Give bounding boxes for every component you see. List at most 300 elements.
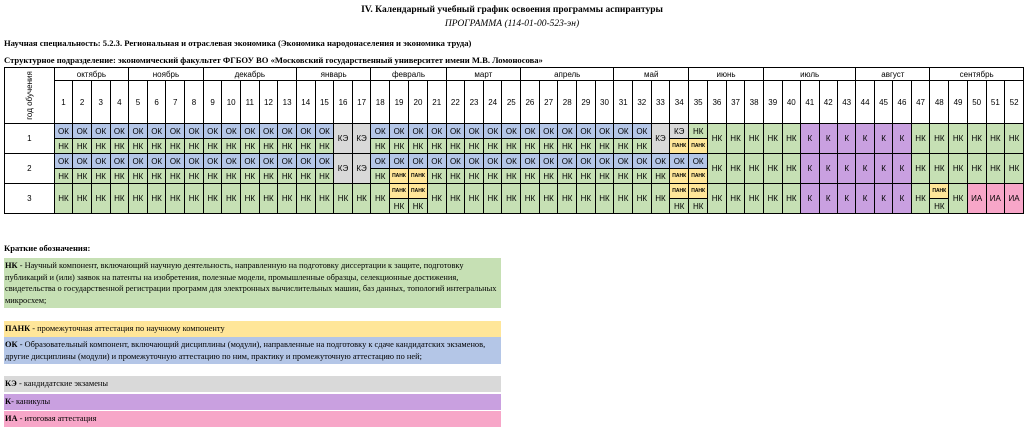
schedule-cell: НК — [986, 154, 1005, 184]
schedule-cell: НК — [502, 139, 521, 154]
week-number: 34 — [670, 81, 689, 124]
schedule-cell: ОК — [91, 154, 110, 169]
schedule-cell: НК — [595, 169, 614, 184]
week-number: 30 — [595, 81, 614, 124]
schedule-cell: К — [819, 154, 837, 184]
schedule-cell: НК — [278, 184, 297, 214]
schedule-cell: НК — [203, 184, 222, 214]
month-header: июль — [763, 68, 856, 81]
schedule-cell: НК — [203, 139, 222, 154]
schedule-cell: НК — [259, 169, 278, 184]
week-number: 21 — [427, 81, 446, 124]
month-header: апрель — [521, 68, 614, 81]
schedule-cell: НК — [296, 184, 315, 214]
schedule-cell: НК — [708, 124, 727, 154]
week-number: 27 — [539, 81, 558, 124]
week-number: 13 — [278, 81, 297, 124]
schedule-cell: НК — [521, 139, 540, 154]
week-number: 20 — [408, 81, 427, 124]
schedule-cell: ОК — [558, 154, 577, 169]
schedule-cell: НК — [334, 184, 353, 214]
schedule-cell: НК — [521, 169, 540, 184]
schedule-cell: НК — [726, 124, 745, 154]
schedule-cell: НК — [371, 139, 390, 154]
schedule-cell: НК — [632, 139, 651, 154]
schedule-cell: НК — [185, 184, 204, 214]
schedule-cell: ОК — [651, 154, 670, 169]
schedule-cell: ОК — [502, 154, 521, 169]
week-number: 14 — [296, 81, 315, 124]
schedule-cell: НК — [911, 154, 930, 184]
schedule-cell: ОК — [577, 154, 596, 169]
schedule-cell: НК — [782, 124, 801, 154]
week-number: 4 — [110, 81, 129, 124]
schedule-cell: К — [837, 124, 855, 154]
schedule-cell: НК — [315, 169, 334, 184]
schedule-cell: НК — [763, 154, 782, 184]
schedule-cell: ПАНК — [670, 169, 689, 184]
schedule-cell: ПАНК — [670, 184, 689, 199]
schedule-cell: КЭ — [651, 124, 670, 154]
legend-code: ПАНК — [5, 324, 31, 333]
schedule-cell: ОК — [241, 154, 260, 169]
schedule-cell: ИА — [986, 184, 1005, 214]
legend-code: ИА — [5, 414, 18, 423]
schedule-cell: К — [856, 154, 874, 184]
week-number: 10 — [222, 81, 241, 124]
week-number: 40 — [782, 81, 801, 124]
schedule-cell: ОК — [315, 124, 334, 139]
schedule-cell: ОК — [166, 124, 185, 139]
schedule-cell: ОК — [203, 124, 222, 139]
schedule-cell: НК — [689, 124, 708, 139]
week-number: 24 — [483, 81, 502, 124]
month-header: март — [446, 68, 521, 81]
legend-item — [4, 376, 501, 392]
month-header: май — [614, 68, 689, 81]
schedule-cell: ОК — [296, 154, 315, 169]
schedule-cell: ОК — [502, 124, 521, 139]
week-number: 28 — [558, 81, 577, 124]
schedule-cell: НК — [577, 139, 596, 154]
week-number: 43 — [837, 81, 855, 124]
schedule-cell: К — [801, 184, 819, 214]
legend-title: Краткие обозначения: — [4, 243, 91, 253]
schedule-cell: ОК — [577, 124, 596, 139]
week-number: 39 — [763, 81, 782, 124]
schedule-cell: К — [801, 154, 819, 184]
schedule-cell: НК — [129, 139, 148, 154]
schedule-cell: ОК — [632, 124, 651, 139]
legend-item — [4, 394, 501, 410]
schedule-cell: НК — [763, 184, 782, 214]
schedule-cell: ОК — [595, 124, 614, 139]
legend-code: НК — [5, 261, 18, 270]
schedule-cell: ОК — [91, 124, 110, 139]
schedule-cell: ОК — [185, 124, 204, 139]
week-number: 31 — [614, 81, 633, 124]
week-number: 47 — [911, 81, 930, 124]
schedule-cell: НК — [259, 139, 278, 154]
week-number: 33 — [651, 81, 670, 124]
schedule-cell: НК — [91, 184, 110, 214]
week-number: 29 — [577, 81, 596, 124]
schedule-cell: НК — [222, 184, 241, 214]
schedule-cell: ОК — [408, 154, 427, 169]
schedule-cell: НК — [147, 169, 166, 184]
schedule-cell: НК — [483, 184, 502, 214]
schedule-cell: НК — [708, 154, 727, 184]
schedule-cell: НК — [427, 184, 446, 214]
schedule-cell: ОК — [222, 154, 241, 169]
schedule-cell: НК — [446, 184, 465, 214]
schedule-cell: НК — [129, 184, 148, 214]
schedule-cell: НК — [708, 184, 727, 214]
schedule-cell: ОК — [278, 154, 297, 169]
schedule-cell: НК — [73, 184, 92, 214]
schedule-cell: ИА — [1005, 184, 1024, 214]
schedule-cell: К — [856, 124, 874, 154]
schedule-cell: НК — [371, 169, 390, 184]
schedule-cell: НК — [241, 139, 260, 154]
schedule-cell: К — [874, 124, 892, 154]
week-number: 11 — [241, 81, 260, 124]
schedule-cell: НК — [632, 184, 651, 214]
schedule-cell: НК — [91, 169, 110, 184]
legend-description: - Образовательный компонент, включающий дисциплины (модули), направленные на подготовку к сдаче кандидатских экзаменов, другие дисциплины (модули) и промежуточную аттестацию по ним, практику и промежуточную аттестацию по ней; — [5, 340, 486, 361]
schedule-cell: ОК — [222, 124, 241, 139]
schedule-cell: ПАНК — [670, 139, 689, 154]
schedule-cell: НК — [408, 139, 427, 154]
week-number: 26 — [521, 81, 540, 124]
schedule-cell: НК — [278, 169, 297, 184]
schedule-cell: НК — [147, 139, 166, 154]
week-number: 51 — [986, 81, 1005, 124]
schedule-cell: К — [874, 184, 892, 214]
schedule-cell: ОК — [185, 154, 204, 169]
schedule-cell: ОК — [110, 154, 129, 169]
schedule-cell: НК — [745, 124, 764, 154]
schedule-cell: НК — [911, 124, 930, 154]
schedule-cell: ОК — [614, 124, 633, 139]
schedule-cell: НК — [73, 169, 92, 184]
week-number: 50 — [967, 81, 986, 124]
schedule-cell: НК — [782, 184, 801, 214]
week-number: 5 — [129, 81, 148, 124]
schedule-cell: НК — [296, 169, 315, 184]
week-number: 52 — [1005, 81, 1024, 124]
schedule-cell: ОК — [427, 124, 446, 139]
schedule-cell: ОК — [483, 124, 502, 139]
schedule-cell: НК — [614, 169, 633, 184]
month-header: сентябрь — [930, 68, 1024, 81]
schedule-cell: НК — [110, 169, 129, 184]
week-number: 23 — [465, 81, 484, 124]
schedule-cell: НК — [371, 184, 390, 214]
schedule-cell: КЭ — [334, 124, 353, 154]
schedule-cell: ОК — [427, 154, 446, 169]
schedule-cell: НК — [651, 169, 670, 184]
schedule-cell: К — [893, 154, 911, 184]
schedule-cell: НК — [241, 184, 260, 214]
schedule-cell: НК — [166, 184, 185, 214]
schedule-cell: НК — [632, 169, 651, 184]
schedule-cell: К — [819, 124, 837, 154]
schedule-cell: НК — [726, 154, 745, 184]
schedule-cell: ОК — [689, 154, 708, 169]
legend-item — [4, 258, 501, 308]
schedule-cell: ПАНК — [408, 184, 427, 199]
schedule-cell: НК — [745, 154, 764, 184]
schedule-cell: НК — [408, 199, 427, 214]
schedule-cell: ОК — [73, 124, 92, 139]
schedule-cell: ОК — [483, 154, 502, 169]
schedule-cell: ОК — [614, 154, 633, 169]
year-number: 3 — [5, 184, 55, 214]
legend-description: - кандидатские экзамены — [16, 379, 109, 388]
schedule-cell: КЭ — [334, 154, 353, 184]
schedule-cell: НК — [427, 139, 446, 154]
schedule-cell: НК — [185, 139, 204, 154]
schedule-cell: ПАНК — [689, 139, 708, 154]
schedule-cell: НК — [595, 184, 614, 214]
schedule-cell: ОК — [54, 124, 73, 139]
schedule-cell: ОК — [390, 154, 409, 169]
week-number: 22 — [446, 81, 465, 124]
year-number: 1 — [5, 124, 55, 154]
schedule-cell: ОК — [129, 154, 148, 169]
schedule-cell: ОК — [632, 154, 651, 169]
schedule-cell: НК — [539, 139, 558, 154]
schedule-cell: НК — [54, 139, 73, 154]
schedule-cell: ОК — [110, 124, 129, 139]
week-number: 25 — [502, 81, 521, 124]
schedule-cell: ОК — [315, 154, 334, 169]
week-number: 44 — [856, 81, 874, 124]
week-number: 15 — [315, 81, 334, 124]
schedule-cell: К — [819, 184, 837, 214]
schedule-cell: НК — [352, 184, 371, 214]
legend-item — [4, 321, 501, 337]
schedule-cell: НК — [502, 169, 521, 184]
schedule-cell: НК — [745, 184, 764, 214]
week-number: 42 — [819, 81, 837, 124]
schedule-cell: ОК — [521, 124, 540, 139]
schedule-cell: НК — [577, 169, 596, 184]
schedule-cell: НК — [521, 184, 540, 214]
schedule-cell: ОК — [408, 124, 427, 139]
month-header: декабрь — [203, 68, 296, 81]
schedule-cell: НК — [427, 169, 446, 184]
legend-description: - каникулы — [11, 397, 51, 406]
schedule-cell: НК — [670, 199, 689, 214]
schedule-cell: ОК — [521, 154, 540, 169]
schedule-cell: К — [856, 184, 874, 214]
schedule-cell: НК — [465, 169, 484, 184]
schedule-cell: ОК — [259, 154, 278, 169]
year-header-label: год обучения — [24, 71, 34, 120]
schedule-cell: НК — [241, 169, 260, 184]
schedule-cell: ОК — [259, 124, 278, 139]
week-number: 37 — [726, 81, 745, 124]
schedule-cell: ОК — [129, 124, 148, 139]
schedule-cell: ОК — [446, 124, 465, 139]
schedule-cell: К — [893, 184, 911, 214]
schedule-cell: КЭ — [670, 124, 689, 139]
schedule-cell: КЭ — [352, 154, 371, 184]
schedule-cell: ОК — [390, 124, 409, 139]
week-number: 2 — [73, 81, 92, 124]
week-number: 8 — [185, 81, 204, 124]
week-number: 46 — [893, 81, 911, 124]
schedule-cell: НК — [614, 139, 633, 154]
schedule-cell: НК — [166, 169, 185, 184]
week-number: 18 — [371, 81, 390, 124]
schedule-cell: НК — [967, 124, 986, 154]
month-header: ноябрь — [129, 68, 204, 81]
schedule-cell: НК — [91, 139, 110, 154]
schedule-cell: НК — [483, 139, 502, 154]
week-number: 1 — [54, 81, 73, 124]
month-header: январь — [296, 68, 370, 81]
schedule-cell: ПАНК — [689, 169, 708, 184]
schedule-cell: НК — [689, 199, 708, 214]
schedule-cell: НК — [296, 139, 315, 154]
schedule-cell: ОК — [278, 124, 297, 139]
legend-code: ОК — [5, 340, 18, 349]
schedule-cell: НК — [315, 139, 334, 154]
schedule-cell: К — [874, 154, 892, 184]
month-header: октябрь — [54, 68, 129, 81]
month-header: февраль — [371, 68, 446, 81]
schedule-cell: НК — [558, 184, 577, 214]
schedule-cell: НК — [54, 169, 73, 184]
schedule-cell: ОК — [371, 154, 390, 169]
week-number: 35 — [689, 81, 708, 124]
schedule-cell: НК — [166, 139, 185, 154]
schedule-cell: НК — [1005, 154, 1024, 184]
schedule-cell: НК — [446, 139, 465, 154]
week-number: 9 — [203, 81, 222, 124]
schedule-cell: НК — [539, 169, 558, 184]
page-title: IV. Календарный учебный график освоения программы аспирантуры — [361, 5, 663, 15]
week-number: 17 — [352, 81, 371, 124]
schedule-cell: ОК — [147, 154, 166, 169]
schedule-cell: НК — [949, 124, 968, 154]
schedule-cell: НК — [930, 199, 949, 214]
schedule-cell: НК — [614, 184, 633, 214]
schedule-cell: НК — [1005, 124, 1024, 154]
schedule-cell: ОК — [203, 154, 222, 169]
schedule-cell: НК — [502, 184, 521, 214]
schedule-cell: НК — [763, 124, 782, 154]
schedule-cell: НК — [110, 184, 129, 214]
week-number: 48 — [930, 81, 949, 124]
schedule-table — [4, 67, 1024, 214]
schedule-cell: НК — [259, 184, 278, 214]
schedule-cell: НК — [73, 139, 92, 154]
schedule-cell: ПАНК — [930, 184, 949, 199]
legend-code: КЭ — [5, 379, 17, 388]
schedule-cell: НК — [949, 184, 968, 214]
schedule-cell: ОК — [241, 124, 260, 139]
week-number: 45 — [874, 81, 892, 124]
schedule-cell: К — [893, 124, 911, 154]
legend-item — [4, 337, 501, 364]
schedule-cell: ОК — [54, 154, 73, 169]
schedule-cell: ОК — [465, 124, 484, 139]
year-header — [5, 68, 55, 124]
schedule-cell: НК — [930, 124, 949, 154]
week-number: 36 — [708, 81, 727, 124]
legend-description: - промежуточная аттестация по научному компоненту — [30, 324, 225, 333]
schedule-cell: НК — [651, 184, 670, 214]
schedule-cell: НК — [986, 124, 1005, 154]
schedule-cell: НК — [203, 169, 222, 184]
schedule-cell: К — [837, 184, 855, 214]
schedule-cell: НК — [110, 139, 129, 154]
schedule-cell: ОК — [595, 154, 614, 169]
schedule-cell: НК — [911, 184, 930, 214]
schedule-cell: К — [801, 124, 819, 154]
schedule-cell: ПАНК — [689, 184, 708, 199]
schedule-cell: НК — [595, 139, 614, 154]
schedule-cell: НК — [315, 184, 334, 214]
week-number: 41 — [801, 81, 819, 124]
schedule-cell: НК — [129, 169, 148, 184]
schedule-cell: ОК — [371, 124, 390, 139]
week-number: 6 — [147, 81, 166, 124]
schedule-cell: ОК — [73, 154, 92, 169]
month-header: июнь — [689, 68, 764, 81]
schedule-cell: ОК — [558, 124, 577, 139]
program-code: ПРОГРАММА (114-01-00-523-эн) — [444, 19, 580, 29]
schedule-cell: НК — [539, 184, 558, 214]
week-number: 16 — [334, 81, 353, 124]
week-number: 38 — [745, 81, 764, 124]
schedule-cell: НК — [465, 184, 484, 214]
schedule-cell: НК — [558, 169, 577, 184]
legend-description: - Научный компонент, включающий научную деятельность, направленную на подготовку диссертации к защите, подготовку публикаций и (или) заявок на патенты на изобретения, полезные модели, промышленные образцы, селекционные достижения, свидетельства о государственной регистрации программ для электронных вычислительных машин, баз данных, топологий интегральных микросхем; — [5, 261, 497, 305]
schedule-cell: НК — [782, 154, 801, 184]
schedule-cell: ОК — [446, 154, 465, 169]
schedule-cell: ПАНК — [408, 169, 427, 184]
schedule-cell: НК — [390, 199, 409, 214]
schedule-cell: К — [837, 154, 855, 184]
schedule-cell: НК — [949, 154, 968, 184]
schedule-cell: ОК — [539, 124, 558, 139]
schedule-cell: НК — [54, 184, 73, 214]
schedule-cell: ОК — [166, 154, 185, 169]
department-line: Структурное подразделение: экономический факультет ФГБОУ ВО «Московский государственный университет имени М.В. Ломоносова» — [4, 55, 543, 65]
schedule-cell: ОК — [296, 124, 315, 139]
year-number: 2 — [5, 154, 55, 184]
schedule-cell: НК — [222, 139, 241, 154]
week-number: 19 — [390, 81, 409, 124]
schedule-cell: ИА — [967, 184, 986, 214]
schedule-cell: НК — [390, 139, 409, 154]
month-header: август — [856, 68, 930, 81]
schedule-cell: НК — [185, 169, 204, 184]
schedule-cell: НК — [222, 169, 241, 184]
schedule-cell: ОК — [147, 124, 166, 139]
legend-item — [4, 411, 501, 427]
schedule-cell: ОК — [465, 154, 484, 169]
week-number: 12 — [259, 81, 278, 124]
schedule-cell: НК — [577, 184, 596, 214]
schedule-cell: ПАНК — [390, 184, 409, 199]
schedule-cell: НК — [278, 139, 297, 154]
